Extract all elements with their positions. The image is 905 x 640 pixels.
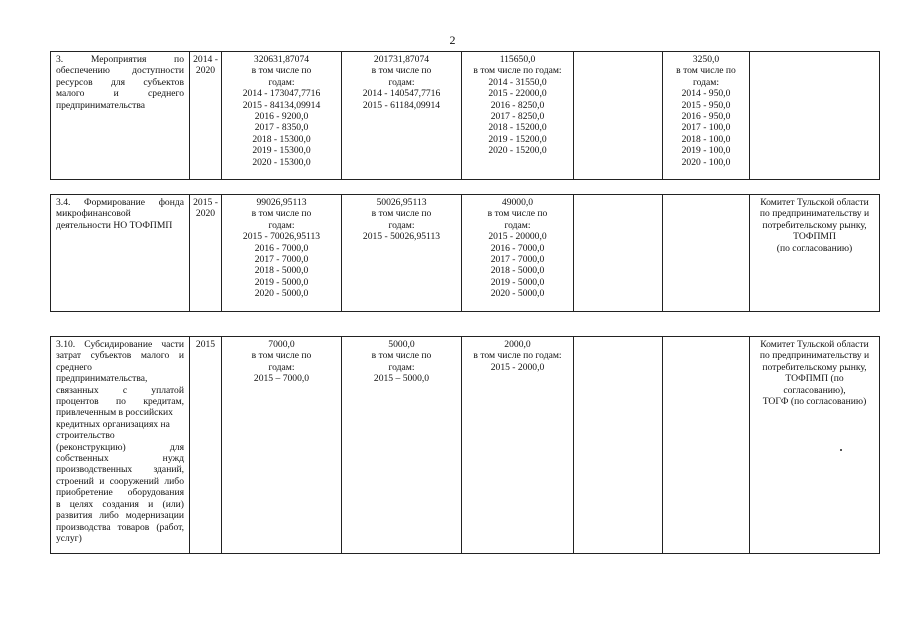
cell-line: годам: — [268, 361, 295, 373]
regional-budget-cell — [342, 52, 462, 180]
cell-line: годам: — [692, 76, 720, 88]
period-line: 2015 — [195, 339, 216, 350]
measure-name-line: предпринимательства, — [56, 373, 148, 385]
cell-line: 3250,0 — [692, 54, 720, 65]
extrabudgetary-cell — [663, 52, 750, 180]
table-row — [51, 195, 880, 312]
period-cell — [190, 195, 222, 312]
cell-line: 2016 - 7000,0 — [254, 242, 309, 254]
cell-line: потребительскому рынку, — [762, 361, 867, 373]
measure-name-line: деятельности НО ТОФПМП — [56, 219, 173, 231]
cell-line: 2016 - 7000,0 — [490, 242, 545, 254]
measure-name-line: обеспечению доступности — [56, 65, 184, 77]
cell-line: 2015 - 20000,0 — [488, 231, 547, 243]
measure-name-line: 3. Мероприятия по — [56, 54, 184, 65]
measure-name-line: затрат субъектов малого и — [56, 350, 184, 362]
regional-budget-cell — [342, 195, 462, 312]
measure-name-line: процентов по кредитам, — [56, 396, 184, 408]
cell-line: 2015 - 84134,09914 — [242, 99, 321, 111]
cell-line: 2019 - 5000,0 — [490, 276, 545, 288]
cell-line: 2015 - 50026,95113 — [362, 231, 441, 243]
cell-line: ТОГФ (по согласованию) — [762, 396, 867, 408]
cell-line: 2019 - 5000,0 — [254, 276, 309, 288]
executor-cell — [750, 195, 880, 312]
cell-line: в том числе по — [371, 65, 432, 77]
cell-line: 2020 - 5000,0 — [254, 288, 309, 300]
federal-budget-cell — [462, 337, 574, 554]
measure-name-line: производства товаров (работ, — [56, 521, 184, 533]
cell-line: в том числе по — [676, 65, 736, 77]
measure-name-line: кредитных организациях на — [56, 418, 170, 430]
cell-line: в том числе по — [251, 208, 312, 220]
measure-name-cell — [51, 195, 190, 312]
scan-speck — [840, 449, 842, 451]
cell-line: 2015 - 22000,0 — [488, 88, 547, 100]
table-row — [51, 52, 880, 180]
period-line: 2014 - — [193, 54, 218, 65]
cell-line: годам: — [268, 76, 295, 88]
measure-name-line: малого и среднего — [56, 88, 184, 100]
cell-line: 2019 - 15200,0 — [488, 133, 547, 145]
cell-line: 201731,87074 — [373, 54, 430, 65]
cell-line: 2015 - 61184,09914 — [362, 99, 441, 111]
cell-line: 320631,87074 — [253, 54, 310, 65]
cell-line: 2019 - 15300,0 — [252, 145, 311, 157]
cell-line: в том числе по — [371, 350, 432, 362]
measure-name-line: услуг) — [56, 532, 82, 544]
measure-name-line: 3.10. Субсидирование части — [56, 339, 184, 350]
measure-name-line: предпринимательства — [56, 99, 146, 111]
measure-name-line: связанных с уплатой — [56, 384, 184, 396]
cell-line: 115650,0 — [499, 54, 536, 65]
cell-line: Комитет Тульской области — [760, 339, 869, 350]
cell-line: 2015 – 5000,0 — [373, 373, 430, 385]
cell-line: 2014 - 173047,7716 — [242, 88, 321, 100]
cell-line: 2020 - 15200,0 — [488, 145, 547, 157]
cell-line: 2016 - 8250,0 — [490, 99, 545, 111]
cell-line: годам: — [388, 219, 415, 231]
measure-table-3 — [50, 51, 880, 180]
cell-line: годам: — [388, 361, 415, 373]
total-cell — [222, 337, 342, 554]
cell-line: ТОФПМП (по — [785, 373, 844, 385]
cell-line: 2017 - 8250,0 — [490, 111, 545, 123]
cell-line: 2020 - 15300,0 — [252, 156, 311, 168]
table-row — [51, 337, 880, 554]
cell-line: 2017 - 100,0 — [681, 122, 731, 134]
cell-line: 2015 – 7000,0 — [253, 373, 310, 385]
period-cell — [190, 337, 222, 554]
cell-line: 2020 - 100,0 — [681, 156, 731, 168]
measure-name-line: (реконструкцию) для — [56, 441, 184, 453]
cell-line: согласованию), — [783, 384, 846, 396]
measure-name-line: в целях создания и (или) — [56, 498, 184, 510]
cell-line: 2018 - 5000,0 — [490, 265, 545, 277]
executor-cell — [750, 337, 880, 554]
cell-line: в том числе по — [251, 350, 312, 362]
cell-line: 2017 - 8350,0 — [254, 122, 309, 134]
cell-line: по предпринимательству и — [759, 208, 870, 220]
cell-line: 2014 - 31550,0 — [488, 76, 547, 88]
cell-line: годам: — [504, 219, 531, 231]
measure-name-line: собственных нужд — [56, 453, 184, 465]
cell-line: 49000,0 — [501, 197, 534, 208]
extrabudgetary-cell — [663, 337, 750, 554]
cell-line: 2017 - 7000,0 — [254, 254, 309, 266]
measure-name-line: развития либо модернизации — [56, 510, 184, 522]
measure-name-line: среднего — [56, 361, 92, 373]
cell-line: 2014 - 140547,7716 — [362, 88, 441, 100]
federal-budget-cell — [462, 52, 574, 180]
measure-table-3-10 — [50, 336, 880, 554]
page-number: 2 — [449, 33, 456, 47]
federal-budget-cell — [462, 195, 574, 312]
cell-line: (по согласованию) — [776, 242, 853, 254]
cell-line: 2000,0 — [504, 339, 531, 350]
cell-line: годам: — [388, 76, 415, 88]
total-cell — [222, 52, 342, 180]
measure-table-3-4 — [50, 194, 880, 312]
cell-line: в том числе по — [487, 208, 548, 220]
measure-name-line: строений и сооружений либо — [56, 475, 184, 487]
local-budget-cell — [574, 195, 663, 312]
cell-line: 2020 - 5000,0 — [490, 288, 545, 300]
cell-line: 99026,95113 — [256, 197, 307, 208]
cell-line: Комитет Тульской области — [760, 197, 869, 208]
measure-name-line: строительство — [56, 430, 115, 442]
cell-line: 2015 - 70026,95113 — [242, 231, 321, 243]
measure-name-cell — [51, 337, 190, 554]
cell-line: в том числе по — [371, 208, 432, 220]
cell-line: 2016 - 950,0 — [681, 111, 731, 123]
measure-name-line: производственных зданий, — [56, 464, 184, 476]
cell-line: 50026,95113 — [376, 197, 427, 208]
regional-budget-cell — [342, 337, 462, 554]
cell-line: в том числе по — [251, 65, 312, 77]
cell-line: в том числе по годам: — [473, 350, 562, 362]
measure-name-line: 3.4. Формирование фонда — [56, 197, 184, 208]
period-line: 2020 — [195, 208, 216, 220]
cell-line: 2015 - 2000,0 — [490, 361, 545, 373]
cell-line: 5000,0 — [388, 339, 415, 350]
measure-name-cell — [51, 52, 190, 180]
local-budget-cell — [574, 52, 663, 180]
measure-name-line: приобретение оборудования — [56, 487, 184, 499]
cell-line: 2018 - 100,0 — [681, 133, 731, 145]
cell-line: 2018 - 15300,0 — [252, 133, 311, 145]
executor-cell — [750, 52, 880, 180]
cell-line: 2019 - 100,0 — [681, 145, 731, 157]
cell-line: 2015 - 950,0 — [681, 99, 731, 111]
cell-line: 7000,0 — [268, 339, 295, 350]
cell-line: 2014 - 950,0 — [681, 88, 731, 100]
extrabudgetary-cell — [663, 195, 750, 312]
total-cell — [222, 195, 342, 312]
cell-line: 2016 - 9200,0 — [254, 111, 309, 123]
cell-line: 2018 - 5000,0 — [254, 265, 309, 277]
cell-line: по предпринимательству и — [759, 350, 870, 362]
measure-name-line: микрофинансовой — [56, 208, 131, 220]
measure-name-line: ресурсов для субъектов — [56, 76, 184, 88]
cell-line: в том числе по годам: — [473, 65, 562, 77]
period-line: 2015 - — [193, 197, 218, 208]
measure-name-line: привлеченным в российских — [56, 407, 173, 419]
cell-line: 2018 - 15200,0 — [488, 122, 547, 134]
cell-line: 2017 - 7000,0 — [490, 254, 545, 266]
cell-line: годам: — [268, 219, 295, 231]
cell-line: потребительскому рынку, — [762, 219, 867, 231]
cell-line: ТОФПМП — [793, 231, 836, 243]
period-line: 2020 — [195, 65, 216, 77]
local-budget-cell — [574, 337, 663, 554]
period-cell — [190, 52, 222, 180]
